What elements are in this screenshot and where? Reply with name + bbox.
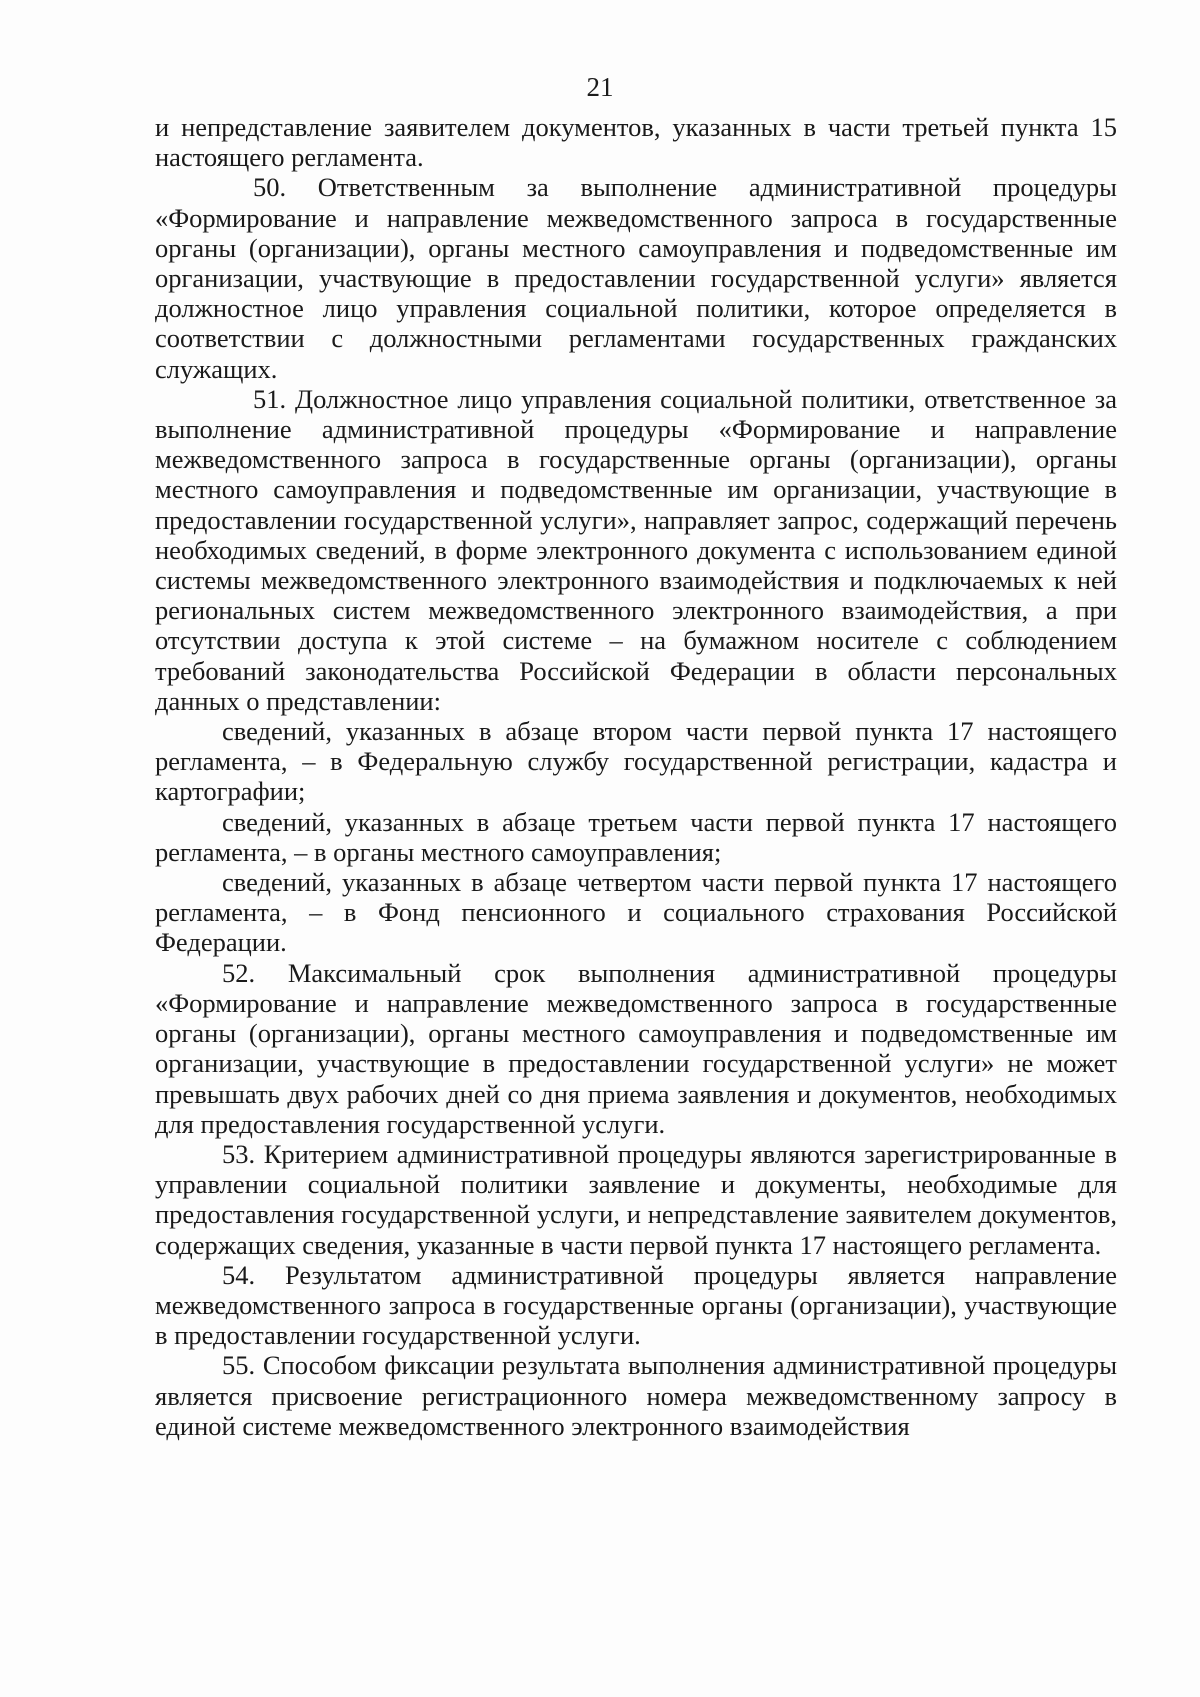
paragraph-51-item-3: сведений, указанных в абзаце четвертом части первой пункта 17 настоящего регламента, – в Фонд пенсионного и социального страхования Российской Федерации. [155, 867, 1117, 958]
paragraph-52: 52. Максимальный срок выполнения административной процедуры «Формирование и направление межведомственного запроса в государственные органы (организации), органы местного самоуправления и подведомственные им организации, участвующие в предоставлении государственной услуги» не может превышать двух рабочих дней со дня приема заявления и документов, необходимых для предоставления государственной услуги. [155, 957, 1117, 1139]
paragraph-51-item-1: сведений, указанных в абзаце втором части первой пункта 17 настоящего регламента, – в Федеральную службу государственной регистрации, кадастра и картографии; [155, 716, 1117, 807]
paragraph-55: 55. Способом фиксации результата выполнения административной процедуры является присвоение регистрационного номера межведомственному запросу в единой системе межведомственного электронного взаимодействия [155, 1350, 1117, 1441]
paragraph-51-item-2: сведений, указанных в абзаце третьем части первой пункта 17 настоящего регламента, – в органы местного самоуправления; [155, 806, 1117, 867]
paragraph-51: 51. Должностное лицо управления социальной политики, ответственное за выполнение административной процедуры «Формирование и направление межведомственного запроса в государственные органы (организации), органы местного самоуправления и подведомственные им организации, участвующие в предоставлении государственной услуги», направляет запрос, содержащий перечень необходимых сведений, в форме электронного документа с использованием единой системы межведомственного электронного взаимодействия и подключаемых к ней региональных систем межведомственного электронного взаимодействия, а при отсутствии доступа к этой системе – на бумажном носителе с соблюдением требований законодательства Российской Федерации в области персональных данных о представлении: [155, 383, 1117, 716]
document-body [155, 112, 1117, 1441]
paragraph-53: 53. Критерием административной процедуры являются зарегистрированные в управлении социальной политики заявление и документы, необходимые для предоставления государственной услуги, и непредставление заявителем документов, содержащих сведения, указанные в части первой пункта 17 настоящего регламента. [155, 1138, 1117, 1260]
paragraph-54: 54. Результатом административной процедуры является направление межведомственного запроса в государственные органы (организации), участвующие в предоставлении государственной услуги. [155, 1259, 1117, 1351]
page-number: 21 [586, 72, 614, 102]
paragraph-continuation: и непредставление заявителем документов, указанных в части третьей пункта 15 настоящего регламента. [155, 112, 1117, 173]
paragraph-50: 50. Ответственным за выполнение административной процедуры «Формирование и направление межведомственного запроса в государственные органы (организации), органы местного самоуправления и подведомственные им организации, участвующие в предоставлении государственной услуги» является должностное лицо управления социальной политики, которое определяется в соответствии с должностными регламентами государственных гражданских служащих. [155, 172, 1117, 384]
